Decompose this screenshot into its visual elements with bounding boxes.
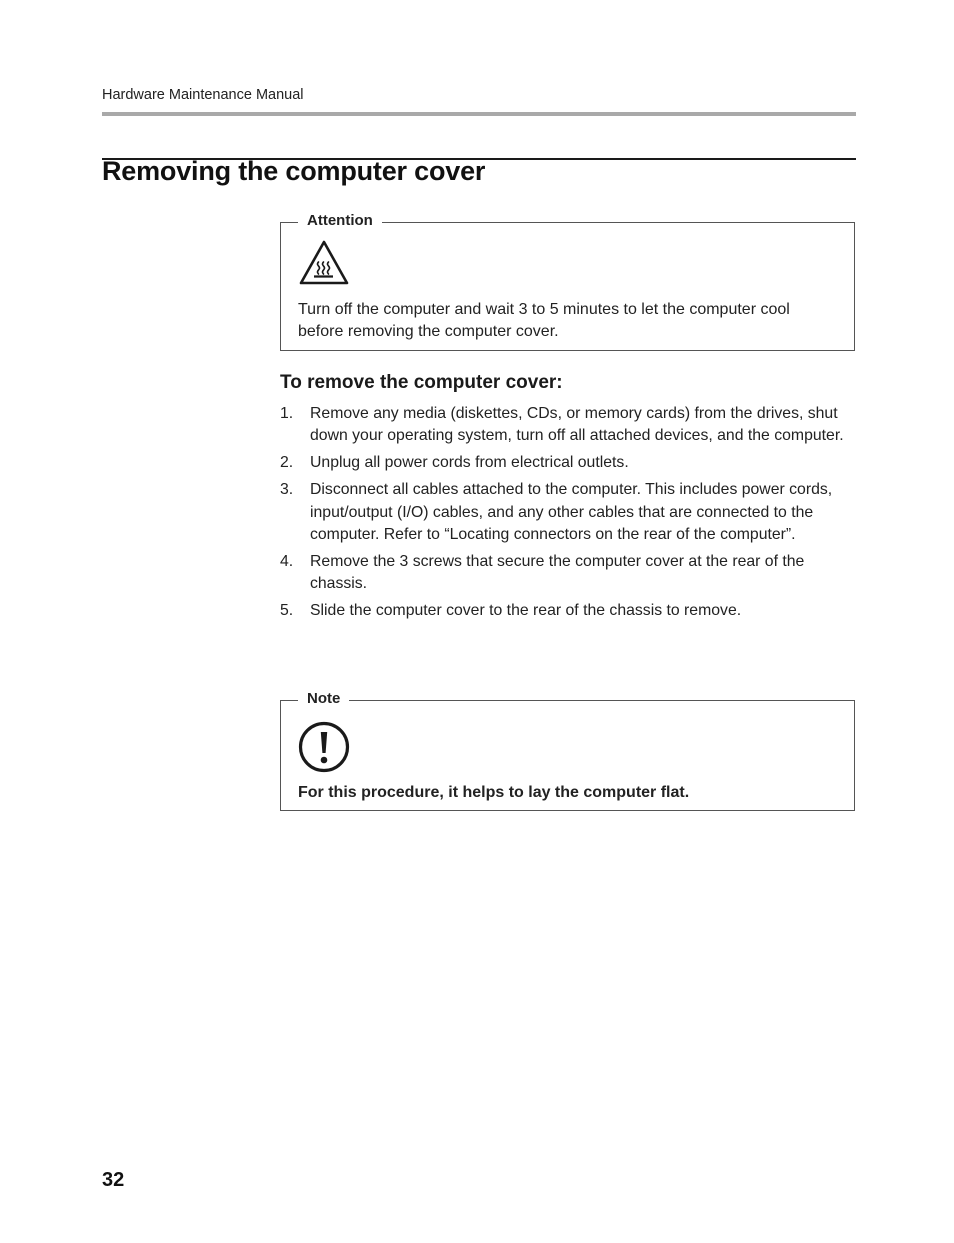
step-number: 1. <box>280 405 294 422</box>
note-text: For this procedure, it helps to lay the computer flat. <box>298 784 690 801</box>
note-callout <box>280 690 855 811</box>
running-header: Hardware Maintenance Manual <box>102 87 304 103</box>
list-item <box>280 600 858 622</box>
attention-text: Turn off the computer and wait 3 to 5 minutes to let the computer cool before removing the computer cover. <box>298 301 790 340</box>
page-title: Removing the computer cover <box>102 156 486 186</box>
procedure-heading: To remove the computer cover: <box>280 372 563 393</box>
hot-surface-warning-icon <box>298 239 350 292</box>
step-number: 5. <box>280 602 294 620</box>
list-item <box>280 452 858 474</box>
step-text: Unplug all power cords from electrical outlets. <box>310 454 629 472</box>
step-number: 3. <box>280 481 294 499</box>
step-text: Slide the computer cover to the rear of the chassis to remove. <box>310 602 742 620</box>
exclamation-circle-icon <box>298 721 350 778</box>
list-item <box>280 479 858 546</box>
procedure-steps <box>280 403 858 627</box>
header-rule <box>102 112 856 116</box>
step-text: Remove any media (diskettes, CDs, or memory cards) from the drives, shut down your operating system, turn off all attached devices, and the computer. <box>310 405 844 445</box>
step-number: 4. <box>280 552 294 570</box>
list-item <box>280 403 858 448</box>
list-item <box>280 551 858 596</box>
page-number: 32 <box>102 1169 125 1191</box>
attention-callout <box>280 212 855 351</box>
note-label: Note <box>298 690 349 707</box>
attention-label: Attention <box>298 212 382 229</box>
step-text: Remove the 3 screws that secure the computer cover at the rear of the chassis. <box>310 552 805 593</box>
step-text: Disconnect all cables attached to the computer. This includes power cords, input/output (I/O) cables, and any other cables that are connected to the computer. Refer to “Locating connectors on the rear of the computer”. <box>310 481 833 543</box>
step-number: 2. <box>280 454 294 472</box>
